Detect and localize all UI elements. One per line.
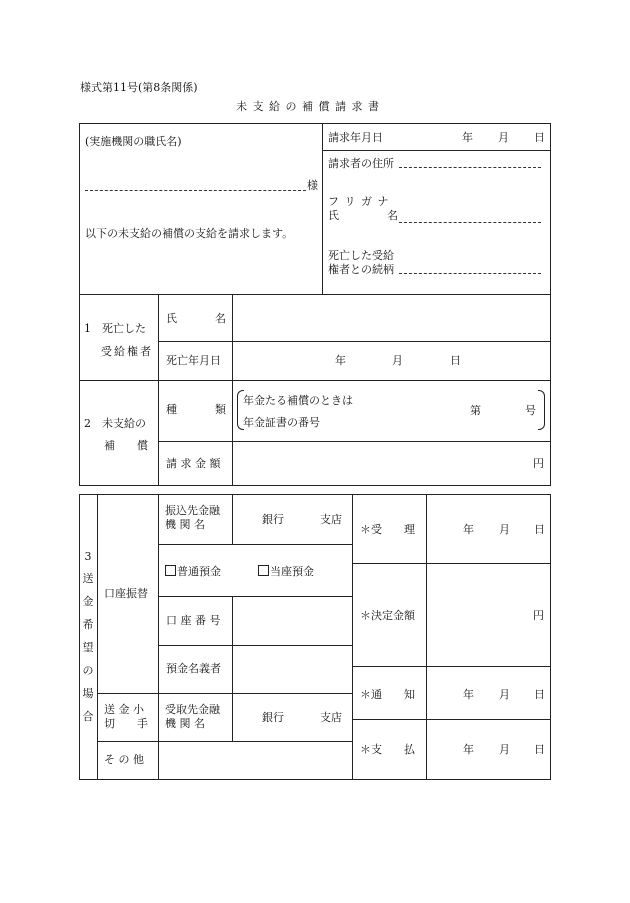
kettei-yen: 円 bbox=[533, 609, 544, 622]
other-label: そ の 他 bbox=[104, 753, 144, 766]
type-label-1: 種 bbox=[166, 403, 177, 416]
amount-yen: 円 bbox=[533, 457, 544, 470]
futsu-option[interactable] bbox=[165, 565, 221, 577]
recv-bank-suffix: 銀行 bbox=[262, 711, 284, 724]
shiharai-year: 年 bbox=[463, 743, 474, 756]
tsuchi-day: 日 bbox=[534, 688, 545, 701]
vlabel-5: 望 bbox=[82, 641, 94, 654]
shiharai-day: 日 bbox=[534, 743, 545, 756]
vlabel-7: 場 bbox=[82, 687, 94, 700]
request-date-label: 請求年月日 bbox=[328, 131, 383, 144]
section2-label-1: 2 未支給の bbox=[84, 417, 146, 430]
juri-label: ＊受 理 bbox=[360, 523, 415, 536]
request-month: 月 bbox=[498, 131, 509, 144]
section2-label-2: 補 償 bbox=[104, 439, 148, 452]
bank-label-2: 機 関 名 bbox=[165, 518, 205, 531]
request-year: 年 bbox=[462, 131, 473, 144]
toza-checkbox[interactable] bbox=[258, 565, 269, 576]
relation-label-1: 死亡した受給 bbox=[328, 249, 394, 262]
vlabel-2: 送 bbox=[82, 572, 94, 585]
bank-suffix: 銀行 bbox=[262, 513, 284, 526]
pension-line-1: 年金たる補償のときは bbox=[243, 394, 353, 407]
shiharai-label: ＊支 払 bbox=[360, 743, 415, 756]
section1-label-2: 受給権者 bbox=[101, 345, 153, 358]
vlabel-1: 3 bbox=[84, 550, 92, 563]
juri-month: 月 bbox=[499, 523, 510, 536]
name-line[interactable] bbox=[399, 222, 541, 223]
pension-line-2: 年金証書の番号 bbox=[243, 416, 320, 429]
form-number: 様式第11号(第8条関係) bbox=[80, 81, 198, 94]
vlabel-3: 金 bbox=[82, 595, 94, 608]
check-label-2: 切 手 bbox=[104, 717, 148, 730]
section1-label-1: 1 死亡した bbox=[84, 322, 146, 335]
name-label-1: 氏 bbox=[328, 209, 339, 222]
koza-label: 口座振替 bbox=[104, 587, 148, 600]
futsu-label: 普通預金 bbox=[177, 565, 221, 578]
holder-label: 預金名義者 bbox=[166, 662, 221, 675]
toza-label: 当座預金 bbox=[270, 565, 314, 578]
agency-name-line[interactable] bbox=[85, 190, 306, 191]
name-label-2: 名 bbox=[387, 209, 398, 222]
address-line[interactable] bbox=[399, 167, 541, 168]
account-no-label: 口 座 番 号 bbox=[166, 614, 221, 627]
right-paren bbox=[538, 390, 545, 430]
recv-bank-label-2: 機 関 名 bbox=[165, 717, 205, 730]
death-day: 日 bbox=[450, 354, 461, 367]
check-label-1: 送 金 小 bbox=[104, 703, 144, 716]
recv-branch-suffix: 支店 bbox=[320, 711, 342, 724]
shiharai-month: 月 bbox=[499, 743, 510, 756]
death-date-label: 死亡年月日 bbox=[166, 354, 221, 367]
futsu-checkbox[interactable] bbox=[165, 565, 176, 576]
sama-label: 様 bbox=[307, 179, 318, 192]
relation-line[interactable] bbox=[399, 273, 541, 274]
bank-label-1: 振込先金融 bbox=[165, 504, 220, 517]
gou-label: 号 bbox=[525, 404, 536, 417]
deceased-name-label-2: 名 bbox=[215, 312, 226, 325]
tsuchi-label: ＊通 知 bbox=[360, 688, 415, 701]
form-title: 未 支 給 の 補 償 請 求 書 bbox=[236, 100, 380, 113]
branch-suffix: 支店 bbox=[320, 513, 342, 526]
type-label-2: 類 bbox=[215, 403, 226, 416]
vlabel-8: 合 bbox=[82, 710, 94, 723]
kettei-label: ＊決定金額 bbox=[360, 609, 415, 622]
amount-label: 請 求 金 額 bbox=[166, 457, 221, 470]
deceased-name-label-1: 氏 bbox=[166, 312, 177, 325]
agency-label: (実施機関の職氏名) bbox=[85, 135, 182, 148]
toza-option[interactable] bbox=[258, 565, 314, 577]
juri-day: 日 bbox=[534, 523, 545, 536]
request-text: 以下の未支給の補償の支給を請求します。 bbox=[85, 227, 294, 240]
dai-label: 第 bbox=[470, 404, 481, 417]
vlabel-6: の bbox=[82, 664, 94, 677]
request-day: 日 bbox=[534, 131, 545, 144]
address-label: 請求者の住所 bbox=[328, 157, 394, 170]
death-year: 年 bbox=[335, 354, 346, 367]
furigana-label: フ リ ガ ナ bbox=[328, 195, 390, 208]
tsuchi-year: 年 bbox=[463, 688, 474, 701]
death-month: 月 bbox=[392, 354, 403, 367]
juri-year: 年 bbox=[463, 523, 474, 536]
vlabel-4: 希 bbox=[82, 618, 94, 631]
recv-bank-label-1: 受取先金融 bbox=[165, 703, 220, 716]
relation-label-2: 権者との続柄 bbox=[328, 263, 394, 276]
tsuchi-month: 月 bbox=[499, 688, 510, 701]
